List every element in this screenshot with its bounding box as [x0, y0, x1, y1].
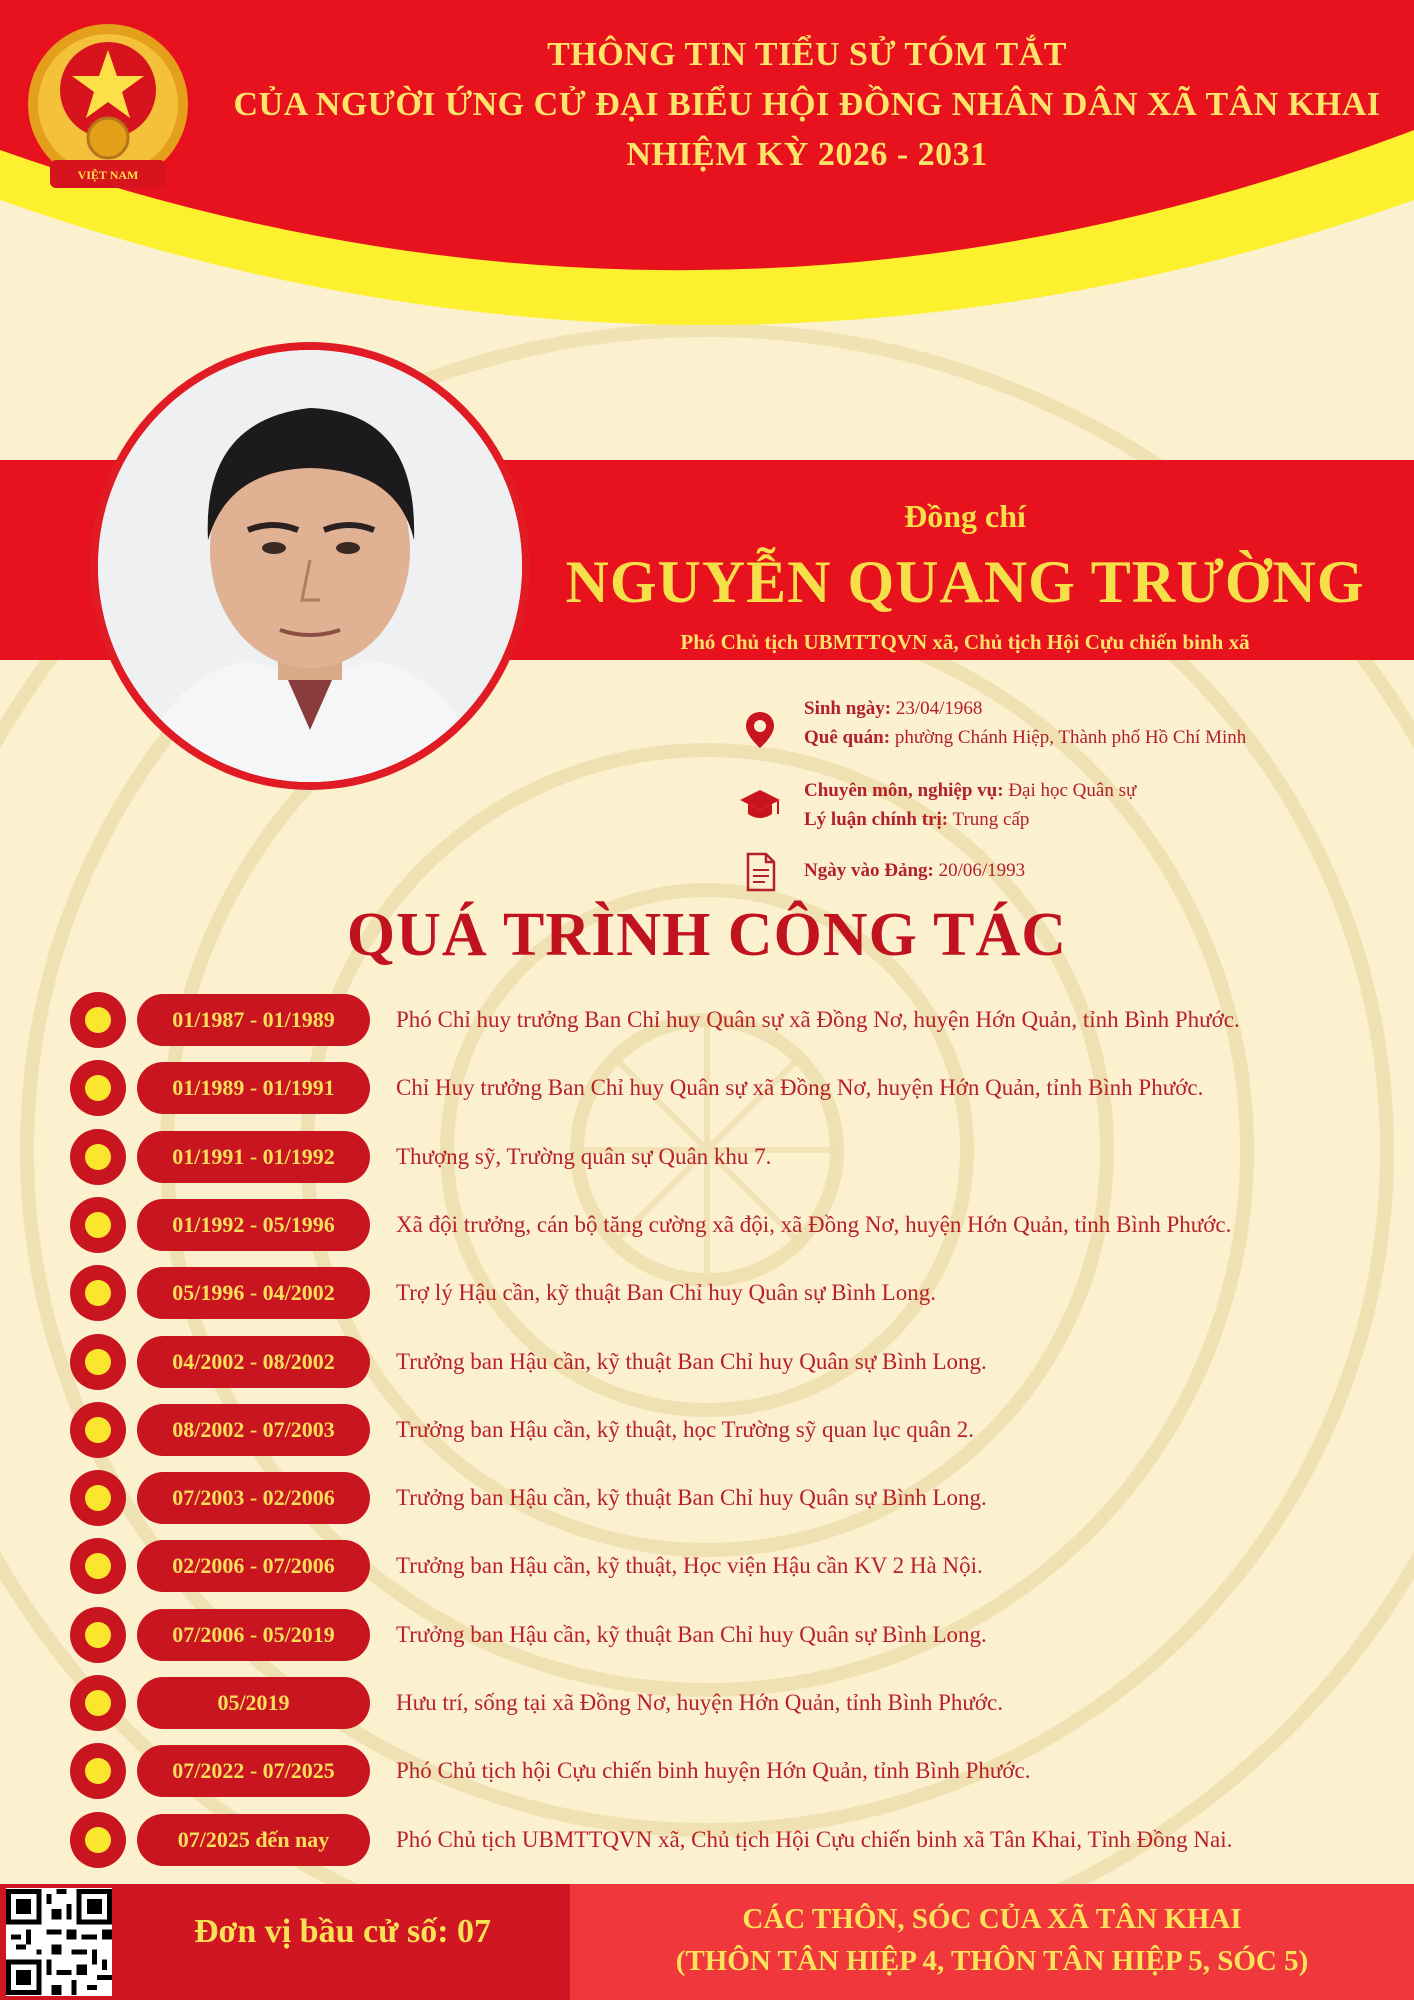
politics-value: Trung cấp — [952, 809, 1030, 830]
timeline-row — [0, 1743, 1414, 1799]
expertise-value: Đại học Quân sự — [1008, 780, 1137, 801]
emblem-ribbon-text: VIỆT NAM — [77, 168, 139, 182]
timeline-bullet-icon — [70, 1334, 126, 1390]
timeline-row — [0, 1538, 1414, 1594]
timeline-row — [0, 1129, 1414, 1185]
timeline-bullet-icon — [70, 1265, 126, 1321]
header-line-3: NHIỆM KỲ 2026 - 2031 — [626, 136, 988, 173]
timeline-description: Phó Chỉ huy trưởng Ban Chỉ huy Quân sự xã Đồng Nơ, huyện Hớn Quản, tỉnh Bình Phước. — [396, 1007, 1240, 1032]
timeline-bullet-icon — [70, 1129, 126, 1185]
timeline-date: 05/2019 — [137, 1677, 370, 1729]
birth-label: Sinh ngày: — [804, 698, 892, 719]
timeline-description: Trợ lý Hậu cần, kỹ thuật Ban Chỉ huy Quân sự Bình Long. — [396, 1280, 936, 1306]
timeline-row — [0, 1812, 1414, 1868]
timeline-bullet-icon — [70, 1060, 126, 1116]
header-line-1: THÔNG TIN TIỂU SỬ TÓM TẮT — [547, 36, 1067, 73]
timeline-row — [0, 1334, 1414, 1390]
timeline-date: 01/1992 - 05/1996 — [137, 1199, 370, 1251]
timeline-row — [0, 992, 1414, 1048]
timeline-description: Phó Chủ tịch UBMTTQVN xã, Chủ tịch Hội Cựu chiến binh xã Tân Khai, Tỉnh Đồng Nai. — [396, 1826, 1233, 1852]
timeline-description: Thượng sỹ, Trường quân sự Quân khu 7. — [396, 1143, 772, 1169]
timeline-date: 02/2006 - 07/2006 — [137, 1540, 370, 1592]
timeline-row — [0, 1470, 1414, 1526]
timeline-bullet-icon — [70, 1812, 126, 1868]
timeline-date: 01/1989 - 01/1991 — [137, 1062, 370, 1114]
timeline-date: 07/2025 đến nay — [137, 1814, 370, 1866]
birth-value: 23/04/1968 — [895, 698, 983, 719]
timeline-bullet-icon — [70, 992, 126, 1048]
timeline-date: 04/2002 - 08/2002 — [137, 1336, 370, 1388]
info-birth-hometown — [804, 694, 1246, 752]
electoral-unit: Đơn vị bầu cử số: 07 — [193, 1913, 492, 1950]
section-title: QUÁ TRÌNH CÔNG TÁC — [346, 901, 1068, 969]
villages-line-2: (THÔN TÂN HIỆP 4, THÔN TÂN HIỆP 5, SÓC 5) — [675, 1945, 1309, 1977]
timeline-description: Trưởng ban Hậu cần, kỹ thuật Ban Chỉ huy Quân sự Bình Long. — [396, 1621, 987, 1647]
timeline-date: 08/2002 - 07/2003 — [137, 1404, 370, 1456]
national-emblem-icon — [22, 20, 194, 196]
timeline-description: Trưởng ban Hậu cần, kỹ thuật Ban Chỉ huy Quân sự Bình Long. — [396, 1348, 987, 1374]
timeline-bullet-icon — [70, 1470, 126, 1526]
timeline-bullet-icon — [70, 1743, 126, 1799]
qr-code[interactable] — [6, 1888, 112, 1996]
portrait-frame — [90, 342, 530, 790]
villages-info — [570, 1898, 1414, 1982]
timeline-bullet-icon — [70, 1197, 126, 1253]
timeline-row — [0, 1402, 1414, 1458]
document-icon — [738, 850, 782, 894]
timeline-row — [0, 1607, 1414, 1663]
timeline-date: 01/1991 - 01/1992 — [137, 1131, 370, 1183]
expertise-label: Chuyên môn, nghiệp vụ: — [804, 780, 1004, 801]
hometown-label: Quê quán: — [804, 727, 891, 748]
party-value: 20/06/1993 — [938, 860, 1026, 881]
honorific: Đồng chí — [904, 498, 1026, 534]
timeline-date: 01/1987 - 01/1989 — [137, 994, 370, 1046]
timeline-description: Phó Chủ tịch hội Cựu chiến binh huyện Hớn Quản, tỉnh Bình Phước. — [396, 1758, 1031, 1784]
candidate-name: NGUYỄN QUANG TRƯỜNG — [565, 549, 1365, 615]
info-education — [804, 776, 1136, 834]
party-label: Ngày vào Đảng: — [804, 860, 934, 881]
timeline-description: Xã đội trưởng, cán bộ tăng cường xã đội, xã Đồng Nơ, huyện Hớn Quản, tỉnh Bình Phước. — [396, 1211, 1232, 1237]
timeline-date: 07/2003 - 02/2006 — [137, 1472, 370, 1524]
timeline-description: Hưu trí, sống tại xã Đồng Nơ, huyện Hớn Quản, tỉnh Bình Phước. — [396, 1690, 1003, 1715]
header-title — [200, 30, 1414, 180]
graduation-cap-icon — [738, 784, 782, 828]
timeline-row — [0, 1197, 1414, 1253]
timeline-date: 07/2006 - 05/2019 — [137, 1609, 370, 1661]
timeline-date: 07/2022 - 07/2025 — [137, 1745, 370, 1797]
timeline-bullet-icon — [70, 1675, 126, 1731]
politics-label: Lý luận chính trị: — [804, 809, 949, 830]
timeline-description: Trưởng ban Hậu cần, kỹ thuật, Học viện Hậu cần KV 2 Hà Nội. — [396, 1553, 983, 1579]
timeline-description: Trưởng ban Hậu cần, kỹ thuật, học Trường sỹ quan lục quân 2. — [396, 1416, 974, 1442]
timeline-bullet-icon — [70, 1402, 126, 1458]
timeline-row — [0, 1060, 1414, 1116]
villages-line-1: CÁC THÔN, SÓC CỦA XÃ TÂN KHAI — [742, 1903, 1242, 1935]
portrait-photo — [98, 350, 522, 782]
timeline-bullet-icon — [70, 1538, 126, 1594]
timeline-description: Chỉ Huy trưởng Ban Chỉ huy Quân sự xã Đồng Nơ, huyện Hớn Quản, tỉnh Bình Phước. — [396, 1075, 1204, 1101]
header-line-2: CỦA NGƯỜI ỨNG CỬ ĐẠI BIỂU HỘI ĐỒNG NHÂN DÂN XÃ TÂN KHAI — [233, 86, 1381, 123]
timeline-date: 05/1996 - 04/2002 — [137, 1267, 370, 1319]
timeline-row — [0, 1265, 1414, 1321]
timeline-bullet-icon — [70, 1607, 126, 1663]
info-party — [804, 856, 1025, 885]
timeline-row — [0, 1675, 1414, 1731]
hometown-value: phường Chánh Hiệp, Thành phố Hồ Chí Minh — [894, 727, 1247, 748]
timeline-description: Trưởng ban Hậu cần, kỹ thuật Ban Chỉ huy Quân sự Bình Long. — [396, 1485, 987, 1511]
candidate-position: Phó Chủ tịch UBMTTQVN xã, Chủ tịch Hội Cựu chiến binh xã — [680, 630, 1250, 654]
location-pin-icon — [738, 708, 782, 752]
